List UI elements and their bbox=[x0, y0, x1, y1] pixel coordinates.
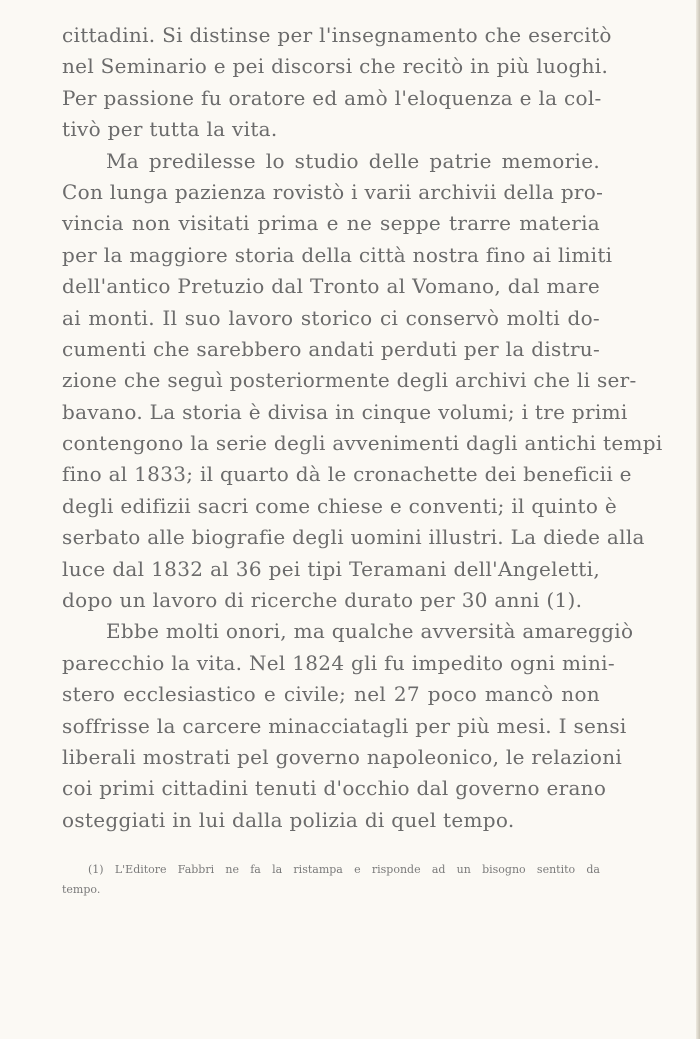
text-line: ai monti. Il suo lavoro storico ci conservò molti do- bbox=[62, 305, 600, 330]
text-line: zione che seguì posteriormente degli archivi che li ser- bbox=[62, 368, 637, 393]
footnote bbox=[62, 860, 600, 900]
text-line: dopo un lavoro di ricerche durato per 30 anni (1). bbox=[62, 588, 583, 613]
text-line: tivò per tutta la vita. bbox=[62, 117, 278, 142]
footnote-line: (1) L'Editore Fabbri ne fa la ristampa e risponde ad un bisogno sentito da bbox=[88, 863, 600, 876]
text-line: osteggiati in lui dalla polizia di quel tempo. bbox=[62, 807, 515, 832]
text-line: cittadini. Si distinse per l'insegnamento che esercitò bbox=[62, 23, 612, 47]
text-line: nel Seminario e pei discorsi che recitò in più luoghi. bbox=[62, 54, 609, 79]
text-line: Con lunga pazienza rovistò i varii archivii della pro- bbox=[62, 179, 604, 204]
text-line: parecchio la vita. Nel 1824 gli fu impedito ogni mini- bbox=[62, 650, 615, 675]
text-line: fino al 1833; il quarto dà le cronachette dei beneficii e bbox=[62, 462, 632, 487]
text-line: stero ecclesiastico e civile; nel 27 poco mancò non bbox=[62, 682, 600, 707]
body-text bbox=[62, 20, 663, 836]
text-line: dell'antico Pretuzio dal Tronto al Vomano, dal mare bbox=[62, 274, 600, 299]
text-line: contengono la serie degli avvenimenti dagli antichi tempi bbox=[62, 431, 663, 456]
text-line: serbato alle biografie degli uomini illustri. La diede alla bbox=[62, 525, 645, 550]
text-line: coi primi cittadini tenuti d'occhio dal governo erano bbox=[62, 776, 607, 801]
footnote-line: tempo. bbox=[62, 883, 101, 896]
page-edge bbox=[696, 0, 700, 1039]
text-line: Ma predilesse lo studio delle patrie memorie. bbox=[106, 148, 600, 173]
text-line: vincia non visitati prima e ne seppe trarre materia bbox=[62, 211, 600, 236]
text-line: soffrisse la carcere minacciatagli per più mesi. I sensi bbox=[62, 713, 627, 738]
text-line: luce dal 1832 al 36 pei tipi Teramani dell'Angeletti, bbox=[62, 556, 600, 581]
text-line: Ebbe molti onori, ma qualche avversità amareggiò bbox=[106, 619, 634, 644]
text-line: per la maggiore storia della città nostra fino ai limiti bbox=[62, 242, 613, 267]
text-line: Per passione fu oratore ed amò l'eloquenza e la col- bbox=[62, 85, 602, 110]
text-line: degli edifizii sacri come chiese e conventi; il quinto è bbox=[62, 493, 618, 518]
text-line: bavano. La storia è divisa in cinque volumi; i tre primi bbox=[62, 399, 628, 424]
text-line: liberali mostrati pel governo napoleonico, le relazioni bbox=[62, 744, 623, 769]
text-line: cumenti che sarebbero andati perduti per la distru- bbox=[62, 336, 601, 361]
